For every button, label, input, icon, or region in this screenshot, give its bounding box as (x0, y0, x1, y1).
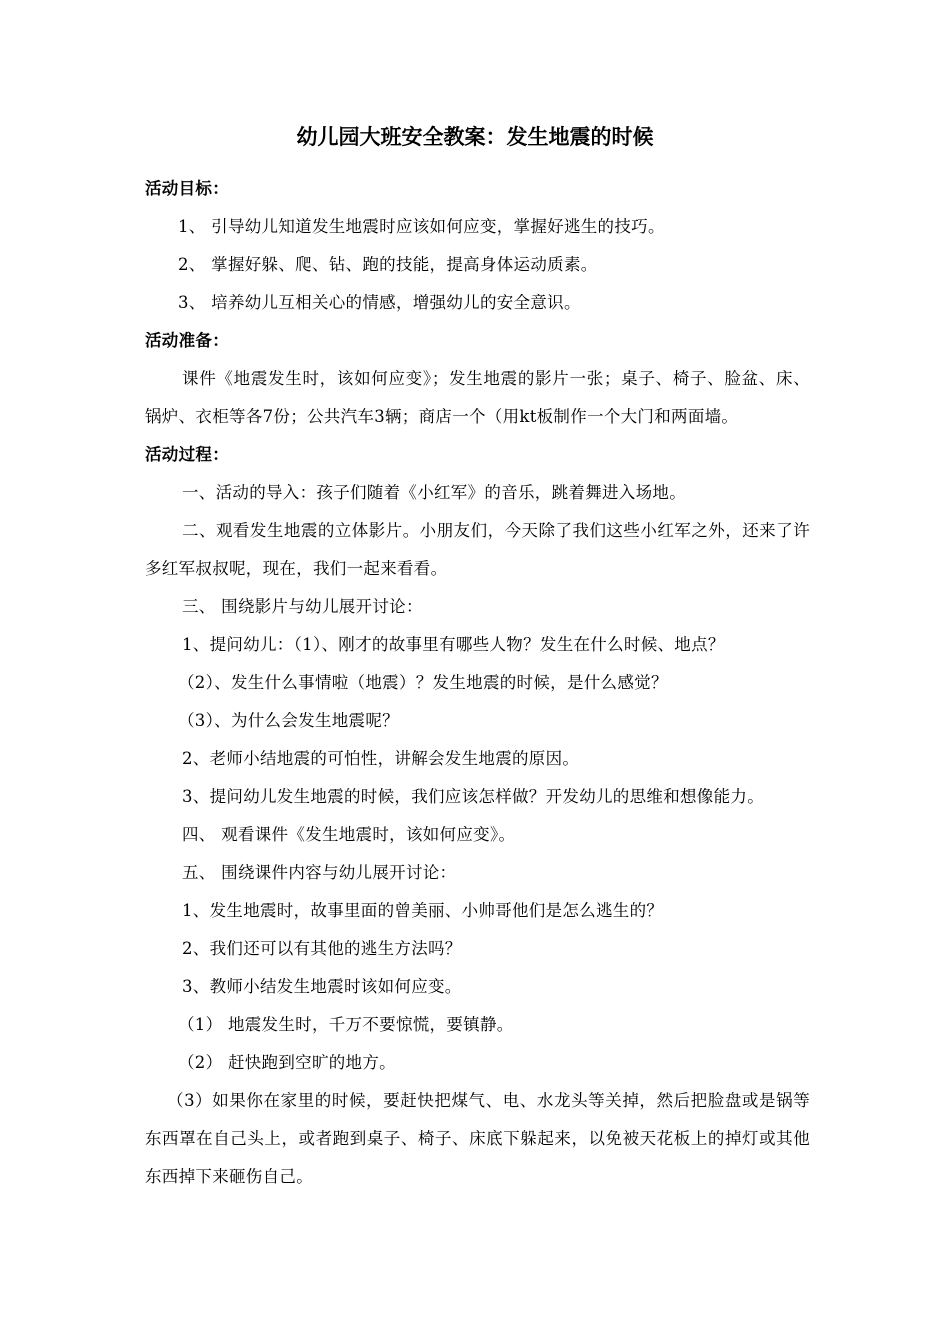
process-step: （1） 地震发生时，千万不要惊慌，要镇静。 (178, 1015, 514, 1034)
process-step: 四、 观看课件《发生地震时，该如何应变》。 (182, 825, 516, 844)
prep-paragraph: 课件《地震发生时，该如何应变》；发生地震的影片一张；桌子、椅子、脸盆、床、锅炉、衣柜等各7份；公共汽车3辆；商店一个（用kt板制作一个大门和两面墙。 (145, 369, 810, 426)
process-step: （3）如果你在家里的时候，要赶快把煤气、电、水龙头等关掉，然后把脸盘或是锅等东西罩在自己头上，或者跑到桌子、椅子、床底下躲起来，以免被天花板上的掉灯或其他东西掉下来砸伤自己。 (145, 1091, 810, 1186)
process-step: 3、教师小结发生地震时该如何应变。 (182, 977, 462, 996)
process-step: 一、活动的导入：孩子们随着《小红军》的音乐，跳着舞进入场地。 (182, 483, 686, 502)
prep-heading: 活动准备： (145, 331, 229, 350)
process-step: 二、观看发生地震的立体影片。小朋友们，今天除了我们这些小红军之外，还来了许多红军叔叔呢，现在，我们一起来看看。 (145, 521, 810, 578)
process-step: （2）、发生什么事情啦（地震）？发生地震的时候，是什么感觉？ (178, 673, 668, 692)
process-step: 三、 围绕影片与幼儿展开讨论： (182, 597, 423, 616)
goal-item: 1、 引导幼儿知道发生地震时应该如何应变，掌握好逃生的技巧。 (178, 217, 665, 236)
process-step: 2、老师小结地震的可怕性，讲解会发生地震的原因。 (182, 749, 580, 768)
process-step: （2） 赶快跑到空旷的地方。 (178, 1053, 396, 1072)
document-title: 幼儿园大班安全教案：发生地震的时候 (296, 125, 654, 149)
goals-heading: 活动目标： (145, 179, 229, 198)
process-step: 1、发生地震时，故事里面的曾美丽、小帅哥他们是怎么逃生的？ (182, 901, 664, 920)
process-step: 3、提问幼儿发生地震的时候，我们应该怎样做？开发幼儿的思维和想像能力。 (182, 787, 764, 806)
process-step: 1、提问幼儿：（1）、刚才的故事里有哪些人物？发生在什么时候、地点？ (182, 635, 725, 654)
process-heading: 活动过程： (145, 445, 229, 464)
process-step: （3）、为什么会发生地震呢？ (178, 711, 399, 730)
goal-item: 3、 培养幼儿互相关心的情感，增强幼儿的安全意识。 (178, 293, 581, 312)
process-step: 五、 围绕课件内容与幼儿展开讨论： (182, 863, 457, 882)
goal-item: 2、 掌握好躲、爬、钻、跑的技能，提高身体运动质素。 (178, 255, 598, 274)
document-body (145, 170, 810, 1196)
process-step: 2、我们还可以有其他的逃生方法吗？ (182, 939, 462, 958)
